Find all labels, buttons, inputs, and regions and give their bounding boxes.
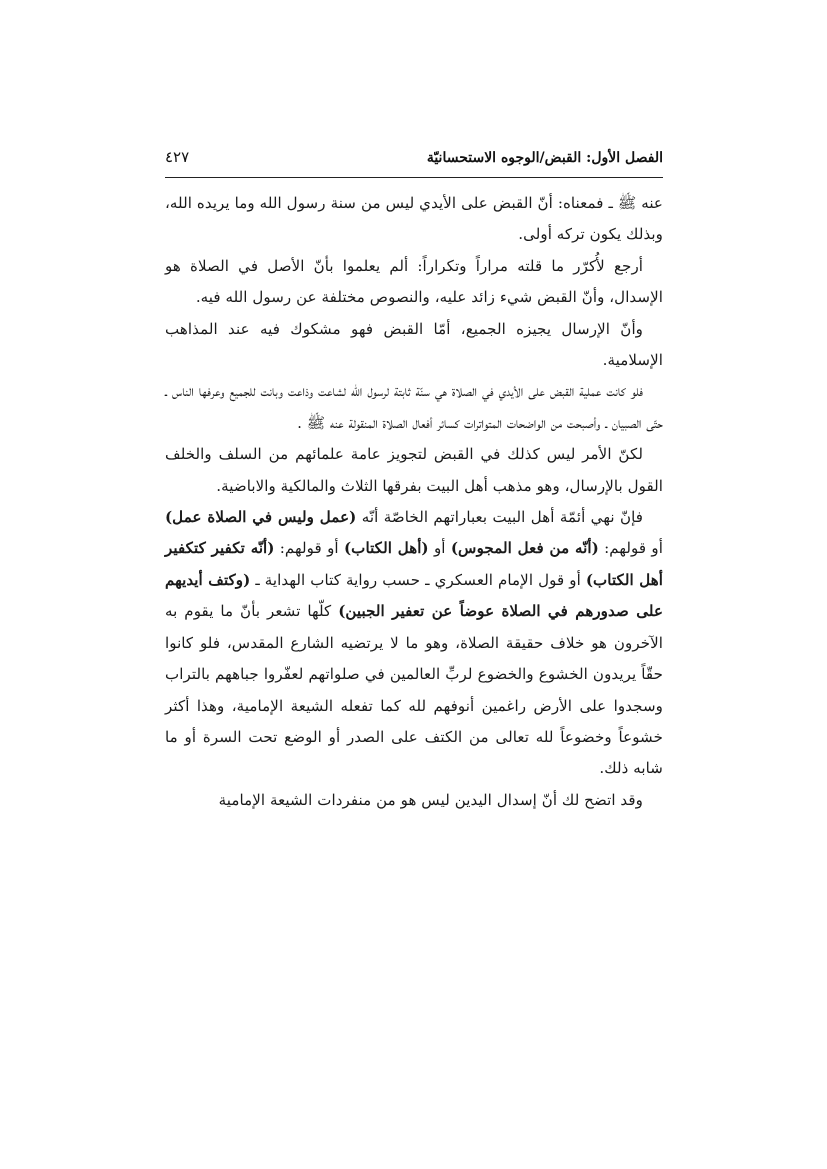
paragraph-6	[165, 502, 663, 785]
header-rule	[165, 177, 663, 178]
chapter-title: الفصل الأول: القبض/الوجوه الاستحسانيّة	[426, 150, 663, 166]
body-text	[165, 188, 663, 816]
p6-quote-5: (وكتف أيديهم على صدورهم في الصلاة عوضاً عن تعفير الجبين)	[165, 570, 664, 621]
paragraph-7: وقد اتضح لك أنّ إسدال اليدين ليس هو من منفردات الشيعة الإمامية	[218, 790, 643, 809]
paragraph-3: وأنّ الإرسال يجيزه الجميع، أمّا القبض فهو مشكوك فيه عند المذاهب الإسلامية.	[165, 319, 663, 370]
paragraph-4: فلو كانت عملية القبض على الأيدي في الصلاة هي سنّة ثابتة لرسول الله لشاعت وذاعت وبانت للجميع وعرفها الناس ـ حتّى الصبيان ـ وأصبحت من الواضحات المتواترات كسائر أفعال الصلاة المنقولة عنه ﷺ .	[165, 382, 663, 432]
paragraph-1: عنه ﷺ ـ فمعناه: أنّ القبض على الأيدي ليس من سنة رسول الله وما يريده الله، وبذلك يكون تركه أولى.	[165, 194, 663, 244]
p6-quote-2: (أنّه من فعل المجوس)	[450, 539, 599, 558]
p6-text-4: أو قولهم:	[274, 539, 344, 558]
page-number: ٤٢٧	[165, 148, 190, 166]
p6-text-2: أو قولهم:	[598, 539, 663, 558]
p6-quote-3: (أهل الكتاب)	[343, 539, 429, 558]
p6-text-3: أو	[428, 539, 451, 558]
p6-text-5: أو قول الإمام العسكري ـ حسب رواية كتاب الهداية ـ	[250, 570, 586, 589]
p6-text-1: فإنّ نهي أئمّة أهل البيت بعباراتهم الخاصّة أنّه	[356, 508, 643, 527]
p6-quote-1: (عمل وليس في الصلاة عمل)	[165, 508, 357, 527]
paragraph-5: لكنّ الأمر ليس كذلك في القبض لتجويز عامة علمائهم من السلف والخلف القول بالإرسال، وهو مذهب أهل البيت بفرقها الثلاث والمالكية والاباضية.	[165, 445, 663, 495]
p6-text-6: كلّها تشعر بأنّ ما يقوم به الآخرون هو خلاف حقيقة الصلاة، وهو ما لا يرتضيه الشارع المقدس، فلو كانوا حقّاً يريدون الخشوع والخضوع لربِّ العالمين في صلواتهم لعفّروا جباههم بالتراب وسجدوا على الأرض راغمين أنوفهم لله كما تفعله الشيعة الإمامية، وهذا أكثر خشوعاً وخضوعاً لله تعالى من الكتف على الصدر أو الوضع تحت السرة أو ما شابه ذلك.	[165, 602, 663, 778]
running-header	[165, 148, 663, 170]
page	[165, 148, 663, 816]
paragraph-2: أرجع لأُكرّر ما قلته مراراً وتكراراً: ألم يعلموا بأنّ الأصل في الصلاة هو الإسدال، وأنّ القبض شيء زائد عليه، والنصوص مختلفة عن رسول الله فيه.	[165, 256, 663, 307]
p6-quote-4: (أنّه تكفير كتكفير أهل الكتاب)	[165, 539, 663, 589]
